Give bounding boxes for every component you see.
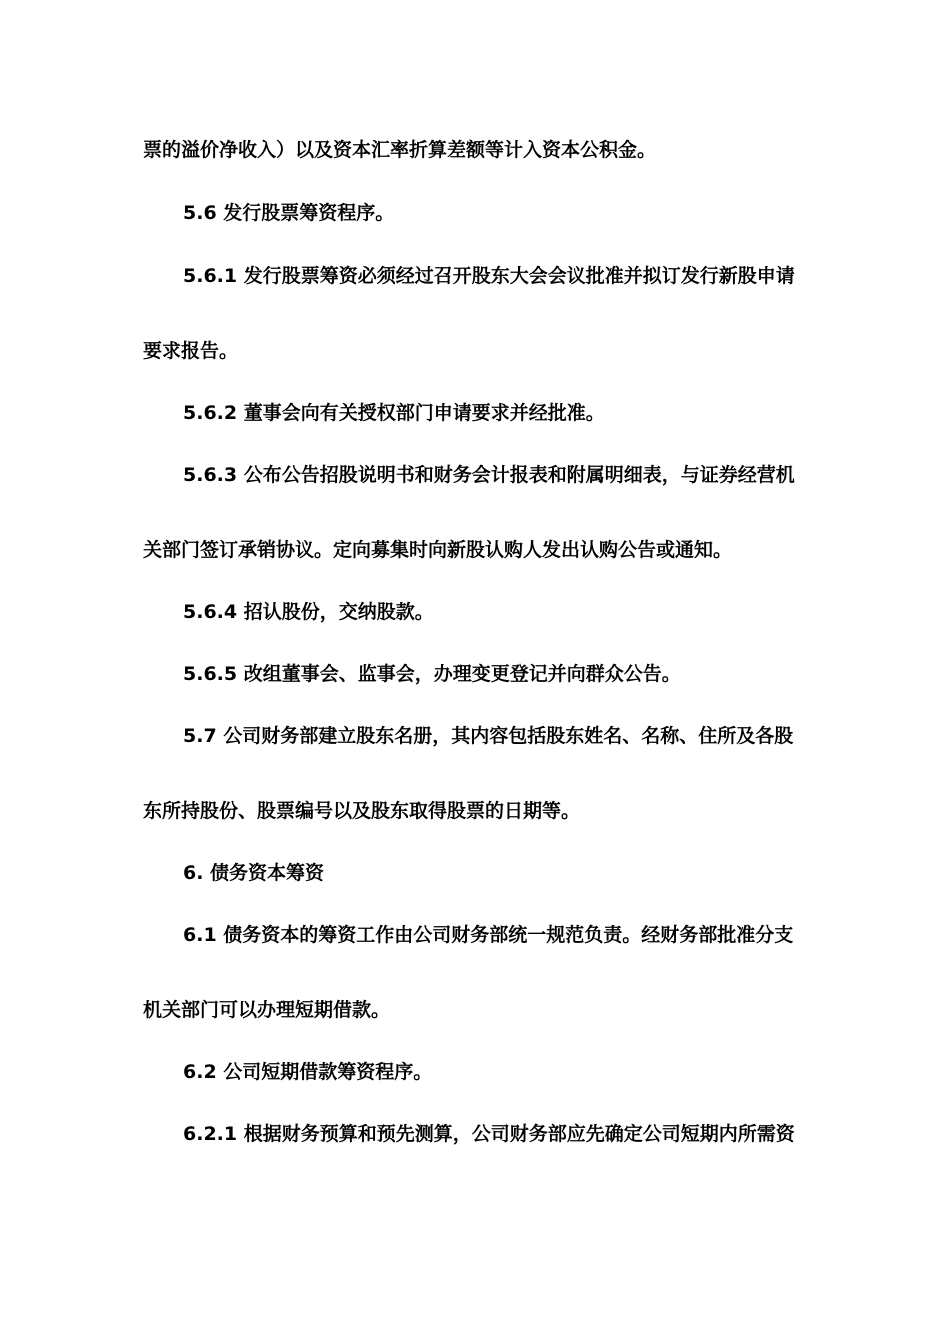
- paragraph-line: 关部门签订承销协议。定向募集时向新股认购人发出认购公告或通知。: [143, 539, 733, 561]
- paragraph-line: 5.6.2 董事会向有关授权部门申请要求并经批准。: [183, 402, 605, 424]
- section-heading-6-2: 6.2 公司短期借款筹资程序。: [183, 1061, 433, 1083]
- paragraph-line: 5.6.1 发行股票筹资必须经过召开股东大会会议批准并拟订发行新股申请: [183, 265, 795, 287]
- paragraph-line: 票的溢价净收入）以及资本汇率折算差额等计入资本公积金。: [143, 139, 657, 161]
- paragraph-line: 要求报告。: [143, 340, 239, 362]
- section-heading-5-6: 5.6 发行股票筹资程序。: [183, 202, 395, 224]
- paragraph-line: 6.1 债务资本的筹资工作由公司财务部统一规范负责。经财务部批准分支: [183, 924, 794, 946]
- paragraph-line: 5.6.3 公布公告招股说明书和财务会计报表和附属明细表，与证券经营机: [183, 464, 795, 486]
- paragraph-line: 5.6.4 招认股份，交纳股款。: [183, 601, 434, 623]
- paragraph-line: 6.2.1 根据财务预算和预先测算，公司财务部应先确定公司短期内所需资: [183, 1123, 795, 1145]
- paragraph-line: 5.7 公司财务部建立股东名册，其内容包括股东姓名、名称、住所及各股: [183, 725, 794, 747]
- paragraph-line: 机关部门可以办理短期借款。: [143, 999, 391, 1021]
- section-heading-6: 6. 债务资本筹资: [183, 862, 325, 884]
- paragraph-line: 5.6.5 改组董事会、监事会，办理变更登记并向群众公告。: [183, 663, 681, 685]
- paragraph-line: 东所持股份、股票编号以及股东取得股票的日期等。: [143, 800, 581, 822]
